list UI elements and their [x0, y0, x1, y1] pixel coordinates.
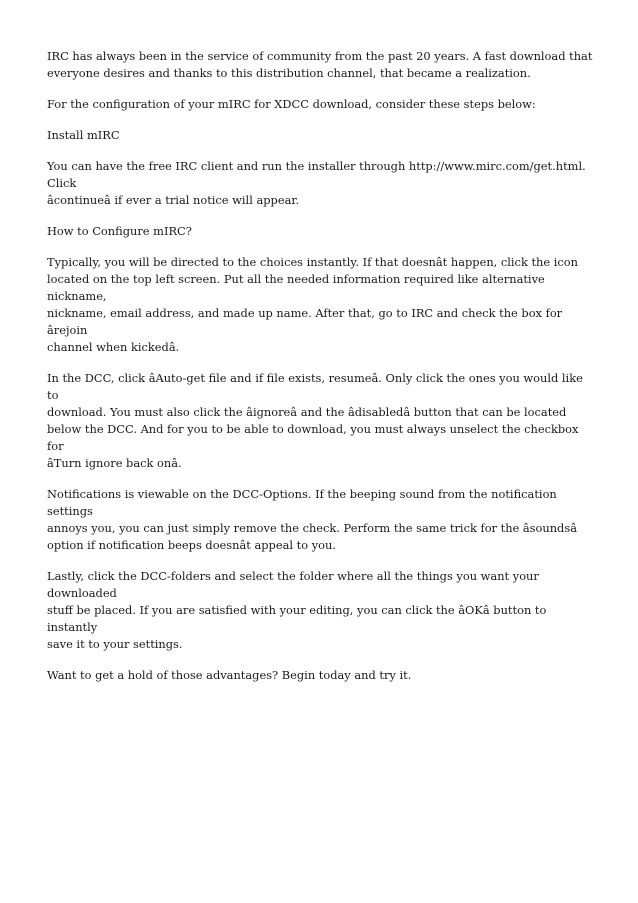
heading-install-mirc: Install mIRC — [47, 128, 120, 142]
document-page — [47, 48, 595, 698]
paragraph-configure-choices: Typically, you will be directed to the choices instantly. If that doesnât happen, click the icon located on the top left screen. Put all the needed information required like alternative nickname, nickname, email address, and made up name. After that, go to IRC and check the box for ârejoin channel when kickedâ. — [47, 255, 578, 354]
paragraph-dcc-folders: Lastly, click the DCC-folders and select the folder where all the things you want your downloaded stuff be placed. If you are satisfied with your editing, you can click the âOKâ button to instantly save it to your settings. — [47, 569, 547, 651]
heading-how-to-configure: How to Configure mIRC? — [47, 224, 192, 238]
paragraph-configuration-steps: For the configuration of your mIRC for XDCC download, consider these steps below: — [47, 97, 536, 111]
paragraph-closing: Want to get a hold of those advantages? Begin today and try it. — [47, 668, 412, 682]
paragraph-intro: IRC has always been in the service of community from the past 20 years. A fast download that everyone desires and thanks to this distribution channel, that became a realization. — [47, 49, 593, 80]
paragraph-notifications: Notifications is viewable on the DCC-Options. If the beeping sound from the notification settings annoys you, you can just simply remove the check. Perform the same trick for the âsoundsâ option if notification beeps doesnât appeal to you. — [47, 487, 577, 552]
paragraph-dcc-autoget: In the DCC, click âAuto-get file and if file exists, resumeâ. Only click the ones you would like to download. You must also click the âignoreâ and the âdisabledâ button that can be located below the DCC. And for you to be able to download, you must always unselect the checkbox for âTurn ignore back onâ. — [47, 371, 583, 470]
paragraph-install-instructions: You can have the free IRC client and run the installer through http://www.mirc.com/get.html. Click âcontinueâ if ever a trial notice will appear. — [47, 159, 586, 207]
